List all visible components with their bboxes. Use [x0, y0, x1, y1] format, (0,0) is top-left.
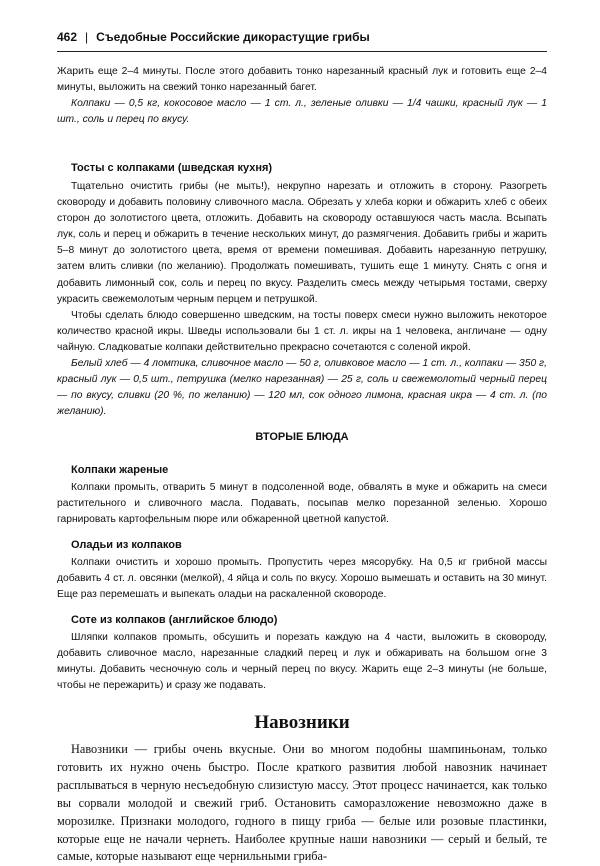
book-page	[57, 30, 547, 864]
recipe-toasts-ingredients: Белый хлеб — 4 ломтика, сливочное масло — 50 г, оливковое масло — 1 ст. л., колпаки — 350 г, красный лук — 0,5 шт., петрушка (мелко нарезанная) — 25 г, соль и свежемолотый черный перец — по вкусу, сливки (20 %, по желанию) — 120 мл, сок одного лимона, красная икра — 4 ст. л. (по желанию).	[57, 358, 547, 418]
page-number: 462	[57, 30, 78, 44]
header-rule	[57, 51, 547, 52]
recipe-title-toasts: Тосты с колпаками (шведская кухня)	[71, 162, 273, 174]
section-title: ВТОРЫЕ БЛЮДА	[255, 431, 349, 443]
recipe-toasts-p2: Чтобы сделать блюдо совершенно шведским, на тосты поверх смеси нужно выложить некоторое количество красной икры. Шведы использовали бы 1 ст. л. икры на 1 человека, англичане — одну чайную. Сладковатые колпаки действительно прекрасно сочетаются с соленой икрой.	[57, 309, 547, 353]
chapter-text: Навозники — грибы очень вкусные. Они во многом подобны шампиньонам, только готовить их нужно очень быстро. После краткого развития любой навозник начинает расплываться в черную несъедобную слизистую массу. Этот процесс начинается, как только вы сорвали молодой и свежий гриб. Остановить саморазложение невозможно даже в морозилке. Признаки молодого, годного в пищу гриба — белые или розовые пластинки, которые еще не начали чернеть. Наиболее крупные наши навозники — серый и белый, те самые, которые называют еще чернильными гриба-	[57, 742, 547, 864]
running-header	[57, 30, 547, 50]
recipe-title-fritters: Оладьи из колпаков	[71, 539, 182, 551]
recipe-fritters-text: Колпаки очистить и хорошо промыть. Пропустить через мясорубку. На 0,5 кг грибной массы добавить 4 ст. л. овсянки (мелкой), 4 яйца и соль по вкусу. Хорошо вымешать и оставить на 30 минут. Еще раз перемешать и выпекать оладьи на раскаленной сковороде.	[57, 557, 547, 601]
continued-recipe	[57, 64, 547, 128]
chapter-body	[57, 741, 547, 866]
recipe-toasts-p1: Тщательно очистить грибы (не мыть!), некрупно нарезать и отложить в сторону. Разогреть сковороду и добавить половину сливочного масла. Обрезать у хлеба корки и обжарить хлеб с обеих сторон до золотистого цвета, отложить. Добавить на сковороду оставшуюся часть масла. Всыпать лук, соль и перец и обжарить в течение нескольких минут, до размягчения. Добавить грибы и жарить 5–8 минут до золотистого цвета, время от времени помешивая. Добавить нарезанную петрушку, затем влить сливки (по желанию). Продолжать помешивать, тушить еще 1 минуту. Снять с огня и добавить лимонный сок, соль и перец по вкусу. Разделить смесь между четырьмя тостами, сверху украсить свежемолотым черным перцем и петрушкой.	[57, 181, 547, 305]
recipe-fritters-body	[57, 555, 547, 603]
continued-text: Жарить еще 2–4 минуты. После этого добавить тонко нарезанный красный лук и готовить еще 2–4 минуты, выложить на свежий тонко нарезанный багет.	[57, 66, 547, 94]
recipe-saute-text: Шляпки колпаков промыть, обсушить и порезать каждую на 4 части, выложить в сковороду, добавить сливочное масло, нарезанные сладкий перец и лук и обжаривать на большом огне 3 минуты. Добавить чесночную соль и черный перец по вкусу. Жарить еще 2–3 минуты (не больше, чтобы не пережарить) и сразу же подавать.	[57, 632, 547, 692]
header-separator: |	[85, 30, 89, 44]
recipe-fried-text: Колпаки промыть, отварить 5 минут в подсоленной воде, обвалять в муке и обжарить на смеси растительного и сливочного масла. Подавать, посыпав мелко порезанной зеленью. Хорошо гарнировать картофельным пюре или обжаренной цветной капустой.	[57, 482, 547, 526]
recipe-fried-body	[57, 480, 547, 528]
continued-ingredients: Колпаки — 0,5 кг, кокосовое масло — 1 ст. л., зеленые оливки — 1/4 чашки, красный лук — 1 шт., соль и перец по вкусу.	[57, 98, 547, 126]
recipe-saute-body	[57, 630, 547, 694]
recipe-title-fried: Колпаки жареные	[71, 464, 169, 476]
recipe-title-saute: Соте из колпаков (английское блюдо)	[71, 614, 278, 626]
book-title: Съедобные Российские дикорастущие грибы	[96, 30, 370, 44]
recipe-toasts-body	[57, 179, 547, 420]
chapter-title: Навозники	[254, 712, 350, 733]
